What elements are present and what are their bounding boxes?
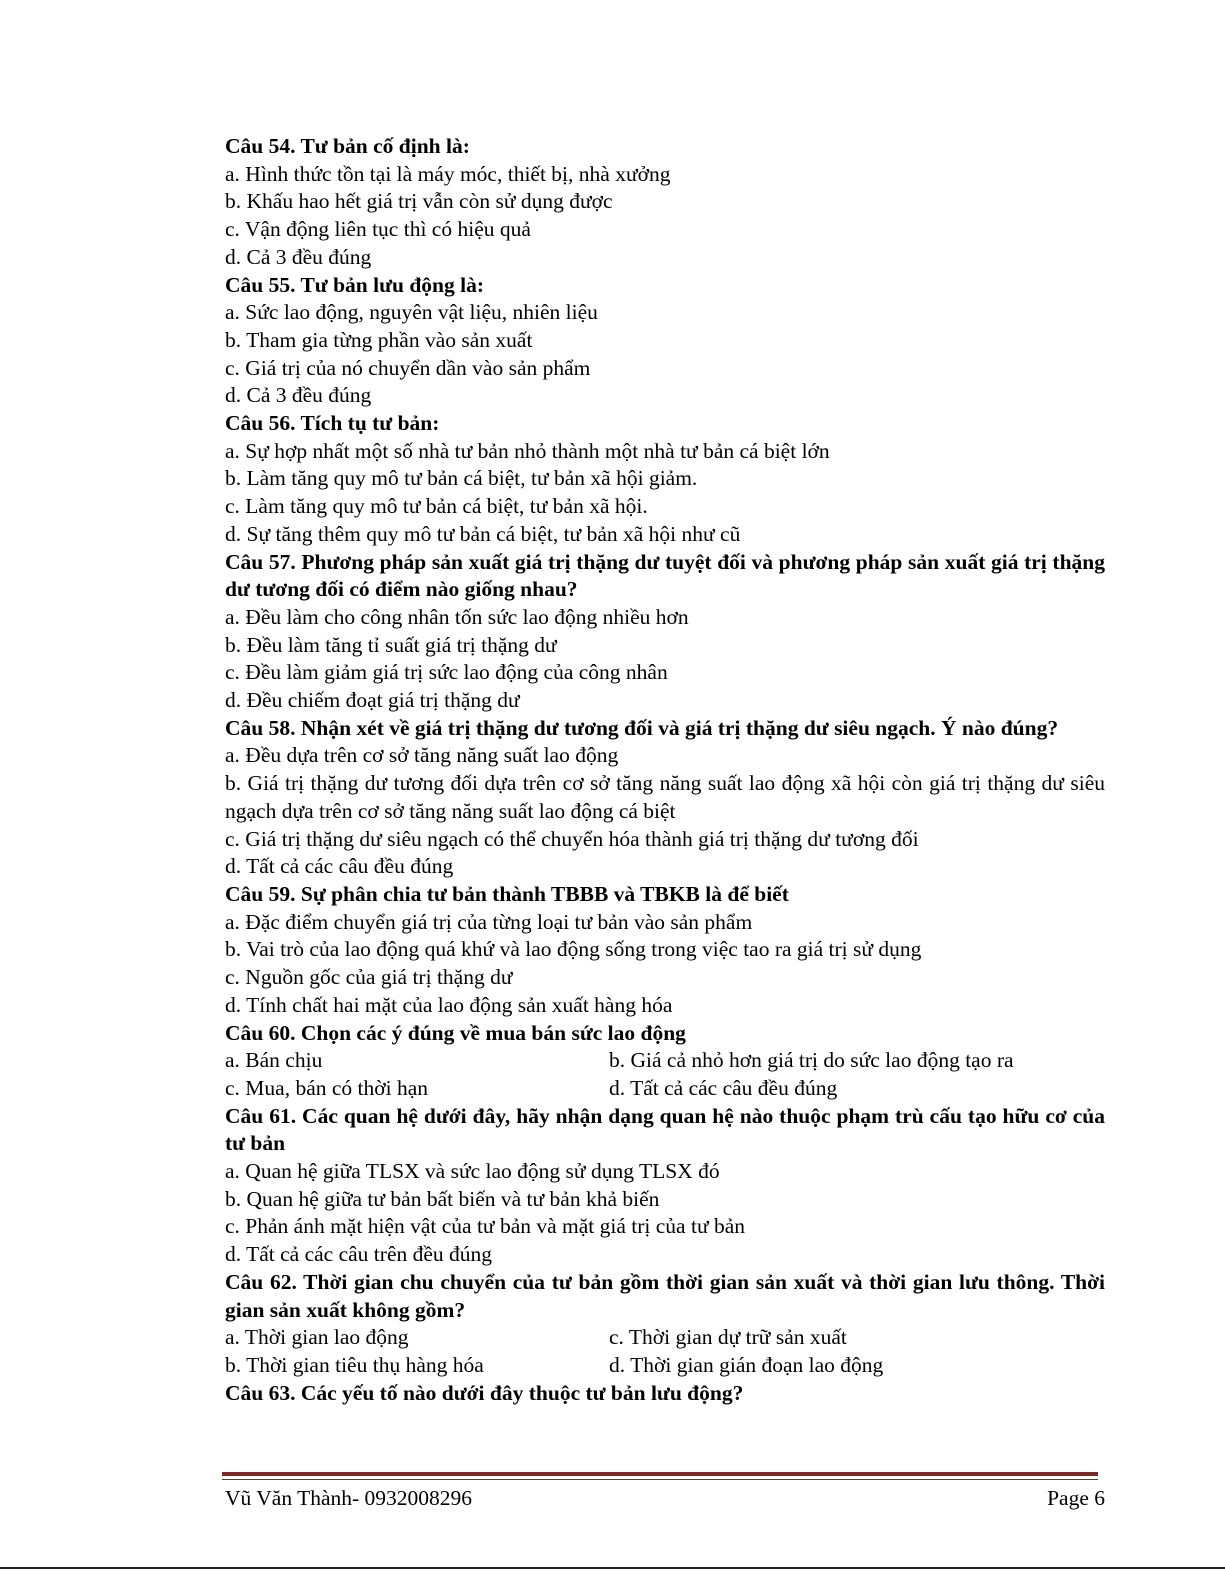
- footer-divider-thin: [222, 1479, 1098, 1480]
- question-block: [225, 410, 1105, 549]
- answer-option: a. Quan hệ giữa TLSX và sức lao động sử dụng TLSX đó: [225, 1159, 720, 1184]
- question-block: [225, 272, 1105, 411]
- answer-option: b. Khấu hao hết giá trị vẫn còn sử dụng được: [225, 189, 613, 214]
- answer-option: a. Đều dựa trên cơ sở tăng năng suất lao động: [225, 743, 619, 768]
- answer-option: b. Giá cả nhỏ hơn giá trị do sức lao động tạo ra: [609, 1048, 1014, 1073]
- answer-option: d. Tất cả các câu đều đúng: [609, 1075, 838, 1100]
- question-block: [225, 715, 1105, 881]
- page-edge-line: [0, 1567, 1225, 1569]
- answer-option: c. Làm tăng quy mô tư bản cá biệt, tư bản xã hội.: [225, 494, 648, 519]
- answer-option: c. Thời gian dự trữ sản xuất: [609, 1325, 847, 1350]
- question-title: Câu 59. Sự phân chia tư bản thành TBBB và TBKB là để biết: [225, 881, 789, 906]
- answer-option: b. Đều làm tăng tỉ suất giá trị thặng dư: [225, 632, 557, 657]
- answer-option: a. Bán chịu: [225, 1048, 323, 1073]
- question-title: Câu 56. Tích tụ tư bản:: [225, 411, 440, 436]
- answer-option: d. Sự tăng thêm quy mô tư bản cá biệt, tư bản xã hội như cũ: [225, 521, 741, 546]
- answer-option: c. Vận động liên tục thì có hiệu quả: [225, 217, 531, 242]
- question-block: [225, 1020, 1105, 1103]
- question-title: Câu 62. Thời gian chu chuyển của tư bản gồm thời gian sản xuất và thời gian lưu thông. Thời gian sản xuất không gồm?: [225, 1269, 1105, 1322]
- answer-option: d. Cả 3 đều đúng: [225, 383, 372, 408]
- page-footer: [225, 1484, 1105, 1512]
- answer-option: b. Tham gia từng phần vào sản xuất: [225, 327, 533, 352]
- answer-option: d. Tất cả các câu đều đúng: [225, 854, 454, 879]
- footer-author: Vũ Văn Thành- 0932008296: [225, 1486, 473, 1510]
- answer-option: b. Thời gian tiêu thụ hàng hóa: [225, 1352, 484, 1377]
- answer-option: c. Nguồn gốc của giá trị thặng dư: [225, 965, 513, 990]
- question-title: Câu 57. Phương pháp sản xuất giá trị thặng dư tuyệt đối và phương pháp sản xuất giá trị thặng dư tương đối có điểm nào giống nhau?: [225, 549, 1105, 602]
- question-block: [225, 549, 1105, 715]
- question-block: [225, 881, 1105, 1020]
- answer-option: a. Thời gian lao động: [225, 1325, 409, 1350]
- answer-option: d. Cả 3 đều đúng: [225, 244, 372, 269]
- answer-option: d. Tính chất hai mặt của lao động sản xuất hàng hóa: [225, 992, 673, 1017]
- answer-option: d. Tất cả các câu trên đều đúng: [225, 1242, 493, 1267]
- answer-option: c. Mua, bán có thời hạn: [225, 1075, 429, 1100]
- answer-option: b. Quan hệ giữa tư bản bất biến và tư bản khả biến: [225, 1186, 660, 1211]
- question-block: [225, 1380, 1105, 1408]
- question-block: [225, 133, 1105, 272]
- answer-grid: [225, 1324, 1105, 1379]
- answer-option: c. Phản ánh mặt hiện vật của tư bản và mặt giá trị của tư bản: [225, 1214, 746, 1239]
- question-title: Câu 55. Tư bản lưu động là:: [225, 272, 485, 297]
- answer-option: b. Giá trị thặng dư tương đối dựa trên cơ sở tăng năng suất lao động xã hội còn giá trị thặng dư siêu ngạch dựa trên cơ sở tăng năng suất lao động cá biệt: [225, 771, 1105, 823]
- answer-option: d. Đều chiếm đoạt giá trị thặng dư: [225, 688, 520, 713]
- document-body: [225, 133, 1105, 1407]
- question-title: Câu 61. Các quan hệ dưới đây, hãy nhận dạng quan hệ nào thuộc phạm trù cấu tạo hữu cơ của tư bản: [225, 1103, 1105, 1156]
- answer-option: b. Vai trò của lao động quá khứ và lao động sống trong việc tao ra giá trị sử dụng: [225, 937, 922, 962]
- answer-option: d. Thời gian gián đoạn lao động: [609, 1352, 884, 1377]
- answer-option: c. Giá trị của nó chuyển dần vào sản phẩm: [225, 355, 591, 380]
- answer-option: a. Đều làm cho công nhân tốn sức lao động nhiều hơn: [225, 604, 689, 629]
- footer-divider: [222, 1472, 1098, 1476]
- answer-option: a. Đặc điểm chuyển giá trị của từng loại tư bản vào sản phẩm: [225, 909, 753, 934]
- question-block: [225, 1269, 1105, 1380]
- question-block: [225, 1103, 1105, 1269]
- question-title: Câu 54. Tư bản cố định là:: [225, 134, 470, 158]
- page-number: Page 6: [1047, 1486, 1105, 1510]
- question-title: Câu 63. Các yếu tố nào dưới đây thuộc tư bản lưu động?: [225, 1380, 744, 1405]
- answer-option: a. Sức lao động, nguyên vật liệu, nhiên liệu: [225, 300, 598, 325]
- answer-grid: [225, 1047, 1105, 1102]
- answer-option: c. Giá trị thặng dư siêu ngạch có thể chuyển hóa thành giá trị thặng dư tương đối: [225, 826, 919, 851]
- answer-option: c. Đều làm giảm giá trị sức lao động của công nhân: [225, 660, 668, 685]
- question-title: Câu 60. Chọn các ý đúng về mua bán sức lao động: [225, 1020, 686, 1045]
- answer-option: b. Làm tăng quy mô tư bản cá biệt, tư bản xã hội giảm.: [225, 466, 698, 491]
- answer-option: a. Hình thức tồn tại là máy móc, thiết bị, nhà xưởng: [225, 161, 671, 186]
- answer-option: a. Sự hợp nhất một số nhà tư bản nhỏ thành một nhà tư bản cá biệt lớn: [225, 438, 830, 463]
- question-title: Câu 58. Nhận xét về giá trị thặng dư tương đối và giá trị thặng dư siêu ngạch. Ý nào đúng?: [225, 715, 1059, 740]
